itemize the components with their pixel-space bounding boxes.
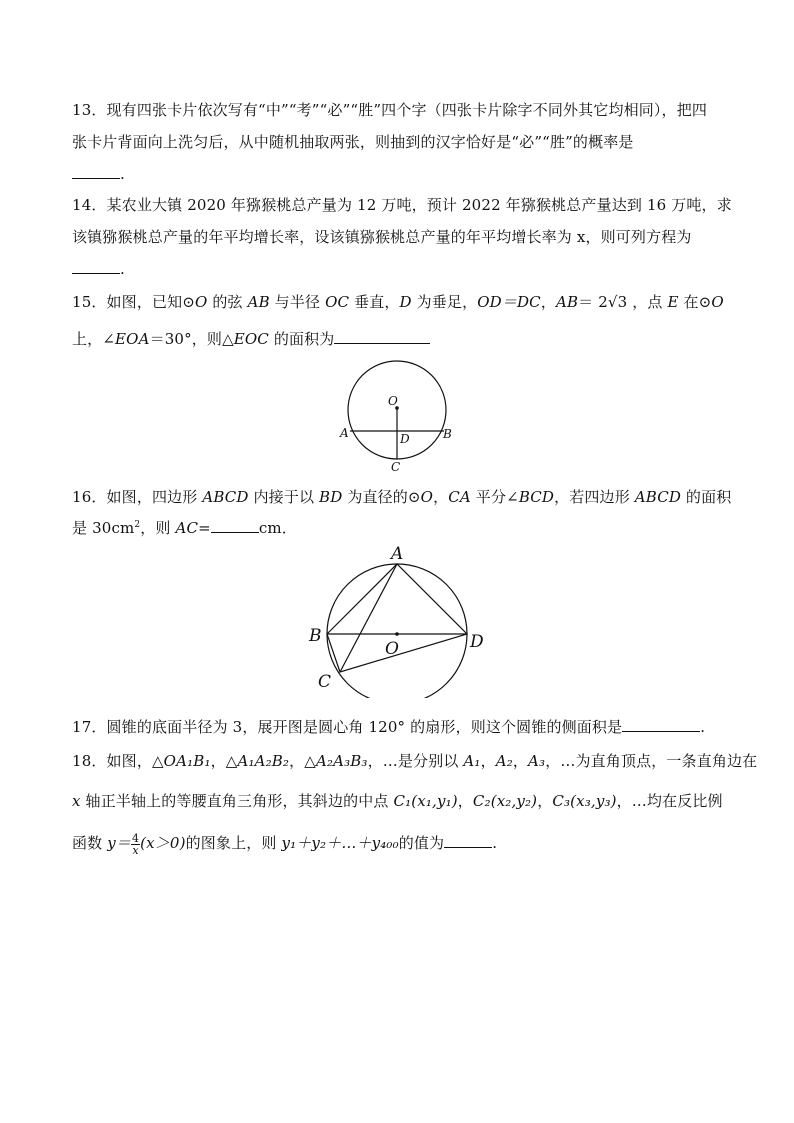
q14-line1: 14．某农业大镇 2020 年猕猴桃总产量为 12 万吨，预计 2022 年猕猴桃总产量达到 16 万吨，求 bbox=[72, 196, 732, 214]
q14-line2: 该镇猕猴桃总产量的年平均增长率，设该镇猕猴桃总产量的年平均增长率为 x，则可列方程为 bbox=[72, 228, 692, 246]
label-b: B bbox=[309, 626, 322, 646]
label-c: C bbox=[318, 672, 332, 692]
q16-circle-figure bbox=[300, 538, 500, 698]
answer-blank[interactable] bbox=[444, 832, 492, 848]
q18-line1: 18．如图，△OA₁B₁，△A₁A₂B₂，△A₂A₃B₃，…是分别以 A₁，A₂，A₃，…为直角顶点，一条直角边在 bbox=[72, 752, 758, 770]
q13-line2: 张卡片背面向上洗匀后，从中随机抽取两张，则抽到的汉字恰好是“必”“胜”的概率是 bbox=[72, 133, 634, 151]
q17-line: 17．圆锥的底面半径为 3，展开图是圆心角 120° 的扇形，则这个圆锥的侧面积是 . bbox=[72, 718, 706, 736]
answer-blank[interactable] bbox=[72, 163, 120, 179]
q14-period: . bbox=[120, 260, 125, 278]
circle-o bbox=[327, 564, 467, 698]
label-o: O bbox=[388, 394, 398, 408]
label-b: B bbox=[443, 427, 452, 441]
answer-blank[interactable] bbox=[72, 258, 120, 274]
q15-line1: 15．如图，已知⊙O 的弦 AB 与半径 OC 垂直，D 为垂足，OD＝DC，AB＝ 2√3 ，点 E 在⊙O bbox=[72, 293, 724, 311]
fraction-4-over-x: $\frac{4}{x}$ bbox=[132, 831, 140, 857]
q15-line2: 上，∠EOA＝30°，则△EOC 的面积为 bbox=[72, 328, 430, 349]
q14-line3 bbox=[72, 258, 125, 279]
q13-line3 bbox=[72, 163, 125, 184]
q13-period: . bbox=[120, 165, 125, 183]
answer-blank[interactable] bbox=[622, 716, 700, 732]
answer-blank[interactable] bbox=[211, 517, 259, 533]
label-d: D bbox=[400, 432, 410, 446]
label-a: A bbox=[340, 426, 349, 440]
center-point bbox=[395, 632, 399, 636]
q16-line1: 16．如图，四边形 ABCD 内接于以 BD 为直径的⊙O，CA 平分∠BCD，若四边形 ABCD 的面积 bbox=[72, 488, 732, 506]
q16-line2: 是 $30cm^2$，则 AC= cm． bbox=[72, 519, 297, 537]
answer-blank[interactable] bbox=[334, 328, 430, 344]
label-d: D bbox=[470, 632, 484, 652]
label-o: O bbox=[385, 639, 399, 659]
q15-circle-figure bbox=[330, 360, 470, 480]
label-c: C bbox=[391, 460, 401, 474]
q13-line1: 13．现有四张卡片依次写有“中”“考”“必”“胜”四个字（四张卡片除字不同外其它均相同），把四 bbox=[72, 101, 707, 119]
q18-line3: 函数 y＝ $\frac{4}{x}$ (x＞0)的图象上，则 y₁＋y₂＋…＋y₄₀₀的值为 . bbox=[72, 831, 498, 857]
label-a: A bbox=[391, 544, 404, 564]
q18-line2: x 轴正半轴上的等腰直角三角形，其斜边的中点 C₁(x₁,y₁)，C₂(x₂,y₂)，C₃(x₃,y₃)，…均在反比例 bbox=[72, 792, 723, 810]
